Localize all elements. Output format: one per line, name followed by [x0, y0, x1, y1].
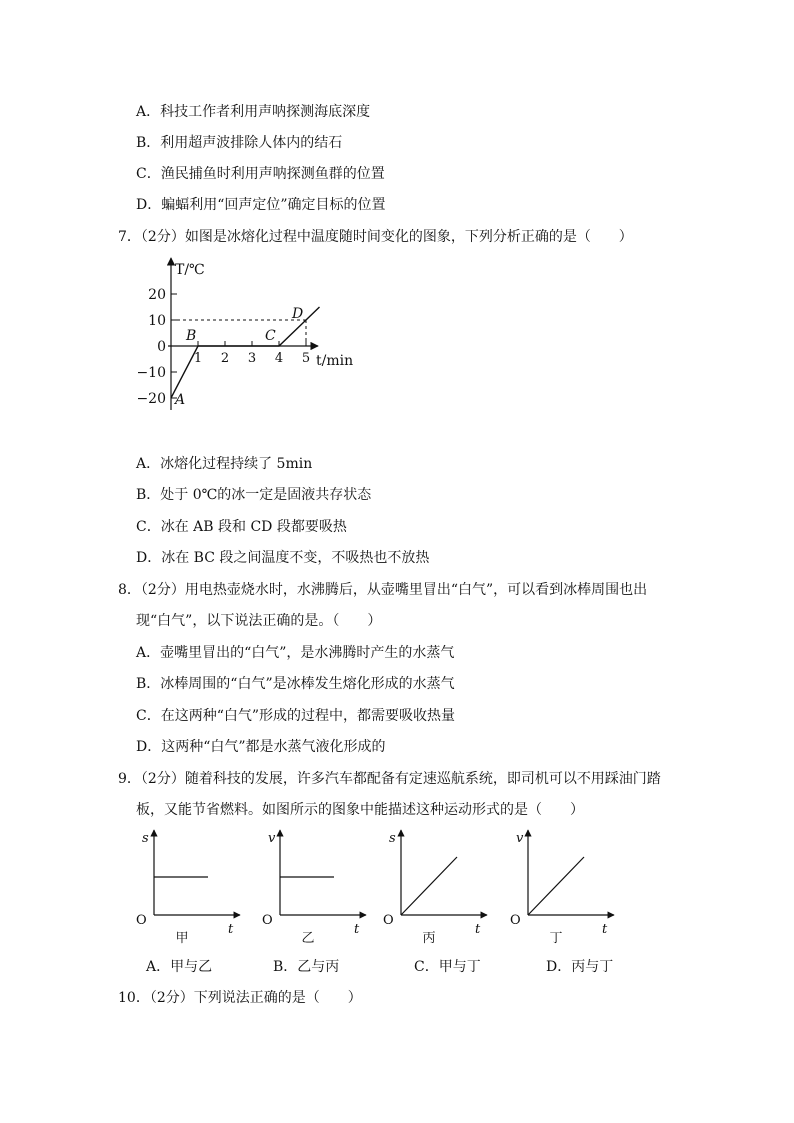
- mini-x-label: t: [602, 922, 608, 937]
- y-tick-label: −20: [136, 391, 166, 407]
- x-tick-label: 5: [301, 351, 311, 366]
- y-tick-label: −10: [136, 365, 166, 381]
- y-tick-label: 10: [148, 313, 166, 329]
- q9-option-c: C．甲与丁: [414, 959, 481, 975]
- q9-option-a: A．甲与乙: [146, 959, 213, 975]
- x-axis-label: t/min: [316, 353, 354, 369]
- mini-x-label: t: [354, 922, 360, 937]
- q6-option-c: C．渔民捕鱼时利用声呐探测鱼群的位置: [136, 166, 385, 182]
- y-tick-label: 20: [148, 287, 166, 303]
- q8-option-d: D．这两种“白气”都是水蒸气液化形成的: [136, 739, 386, 755]
- x-tick-label: 2: [220, 351, 230, 366]
- point-label-c: C: [265, 328, 276, 344]
- q9-option-b: B．乙与丙: [273, 959, 340, 975]
- q7-option-d: D．冰在 BC 段之间温度不变，不吸热也不放热: [136, 550, 430, 566]
- x-tick-label: 1: [193, 351, 203, 366]
- y-tick-label: 0: [157, 339, 166, 355]
- point-label-d: D: [292, 306, 304, 322]
- mini-x-label: t: [228, 922, 234, 937]
- q7-option-c: C．冰在 AB 段和 CD 段都要吸热: [136, 519, 347, 535]
- q7-option-b: B．处于 0℃的冰一定是固液共存状态: [136, 487, 372, 503]
- mini-y-label: s: [142, 831, 149, 846]
- motion-graphs: [138, 820, 628, 950]
- mini-line: [401, 857, 457, 915]
- q8-option-a: A．壶嘴里冒出的“白气”，是水沸腾时产生的水蒸气: [136, 645, 455, 661]
- mini-caption: 丙: [422, 931, 436, 946]
- mini-origin-label: O: [383, 913, 394, 928]
- mini-origin-label: O: [136, 913, 147, 928]
- mini-y-label: v: [516, 831, 524, 846]
- y-axis-label: T/℃: [175, 262, 205, 278]
- q8-option-b: B．冰棒周围的“白气”是冰棒发生熔化形成的水蒸气: [136, 676, 455, 692]
- q10-stem: 10．（2分）下列说法正确的是（ ）: [118, 990, 362, 1006]
- x-tick-label: 4: [274, 351, 284, 366]
- x-tick-label: 3: [247, 351, 257, 366]
- q8-stem-line2: 现“白气”，以下说法正确的是。（ ）: [136, 613, 382, 629]
- mini-caption: 甲: [175, 931, 189, 946]
- q6-option-a: A．科技工作者利用声呐探测海底深度: [136, 104, 371, 120]
- point-label-a: A: [175, 392, 186, 408]
- point-label-b: B: [186, 328, 197, 344]
- mini-caption: 丁: [549, 931, 563, 946]
- mini-origin-label: O: [510, 913, 521, 928]
- mini-line: [528, 857, 584, 915]
- q7-stem: 7．（2分）如图是冰熔化过程中温度随时间变化的图象，下列分析正确的是（ ）: [118, 229, 633, 245]
- mini-y-label: s: [389, 831, 396, 846]
- q6-option-b: B．利用超声波排除人体内的结石: [136, 135, 343, 151]
- q8-stem-line1: 8．（2分）用电热壶烧水时，水沸腾后，从壶嘴里冒出“白气”，可以看到冰棒周围也出: [118, 582, 648, 598]
- q8-option-c: C．在这两种“白气”形成的过程中，都需要吸收热量: [136, 708, 456, 724]
- q9-stem-line1: 9．（2分）随着科技的发展，许多汽车都配备有定速巡航系统，即司机可以不用踩油门踏: [118, 771, 661, 787]
- q9-option-d: D．丙与丁: [546, 959, 614, 975]
- q9-stem-line2: 板，又能节省燃料。如图所示的图象中能描述这种运动形式的是（ ）: [136, 802, 584, 818]
- mini-caption: 乙: [301, 931, 315, 946]
- mini-y-label: v: [268, 831, 276, 846]
- q6-option-d: D．蝙蝠利用“回声定位”确定目标的位置: [136, 197, 386, 213]
- mini-x-label: t: [475, 922, 481, 937]
- melting-graph: [130, 252, 370, 418]
- mini-origin-label: O: [262, 913, 273, 928]
- q7-option-a: A．冰熔化过程持续了 5min: [136, 456, 313, 472]
